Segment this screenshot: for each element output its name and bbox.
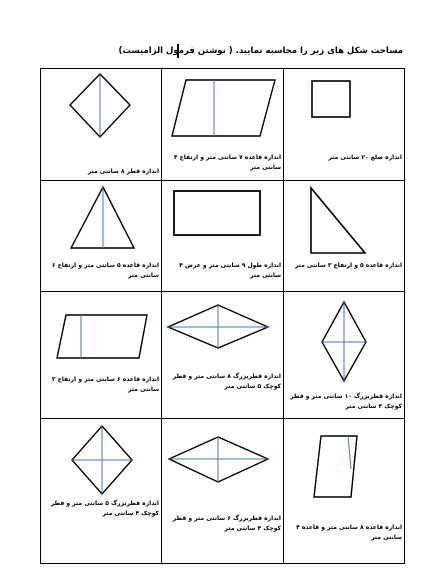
cell-caption: اندازه قاعده ۸ سانتی متر و قاعده ۴ سانتی متر xyxy=(296,524,402,541)
cell-caption: اندازه قاعده ۶ سانتی متر و ارتفاع ۳ سانتی متر xyxy=(51,376,159,393)
rhombus-icon xyxy=(41,419,161,563)
cell-caption: اندازه قاعده ۵ و ارتفاع ۳ سانتی متر xyxy=(294,262,402,269)
cell-rhombus-horizontal xyxy=(162,419,283,563)
cell-rhombus-vertical xyxy=(284,292,404,418)
cell-caption: اندازه قاعده ۷ سانتی متر و ارتفاع ۴ سانتی متر xyxy=(173,154,281,171)
cell-caption: اندازه قطربزرگ ۶ سانتی متر و قطر کوچک ۴ سانتی متر xyxy=(172,515,281,532)
rhombus-icon xyxy=(41,69,161,180)
cell-caption: اندازه ضلع ۲۰ سانتی متر xyxy=(328,154,402,161)
cell-parallelogram-vertical xyxy=(284,419,404,563)
cell-triangle xyxy=(41,181,161,291)
cell-square xyxy=(284,69,404,180)
cell-rhombus xyxy=(41,69,161,180)
parallelogram-icon xyxy=(41,292,161,418)
square-icon xyxy=(284,69,404,180)
cell-right-triangle xyxy=(284,181,404,291)
cell-rectangle xyxy=(162,181,283,291)
rhombus-icon xyxy=(162,292,283,418)
right-triangle-icon xyxy=(284,181,404,291)
table-border-bottom xyxy=(40,563,405,564)
table-border-right xyxy=(404,68,405,564)
cell-rhombus-vertical xyxy=(41,419,161,563)
cell-caption: اندازه قطربزرگ ۱۰ سانتی متر و قطر کوچک ۴ سانتی متر xyxy=(290,393,402,410)
cell-rhombus-horizontal xyxy=(162,292,283,418)
worksheet-table xyxy=(40,68,405,564)
cell-parallelogram xyxy=(41,292,161,418)
cell-caption: اندازه قطربزرگ ۸ سانتی متر و قطر کوچک ۵ سانتی متر xyxy=(172,373,281,390)
cell-caption: اندازه قطربزرگ ۵ سانتی متر و قطر کوچک ۴ سانتی متر xyxy=(50,500,159,517)
rhombus-icon xyxy=(162,419,283,563)
page-title: مساحت شکل های زیر را محاسبه نمایید. ( نوشتن فرمول الزامیست) xyxy=(118,46,403,56)
cell-caption: اندازه قطر ۸ سانتی متر xyxy=(87,168,159,175)
cell-caption: اندازه طول ۹ سانتی متر و عرض ۴ سانتی متر xyxy=(179,262,281,279)
cell-caption: اندازه قاعده ۵ سانتی متر و ارتفاع ۶ سانتی متر xyxy=(51,262,159,279)
cell-parallelogram xyxy=(162,69,283,180)
